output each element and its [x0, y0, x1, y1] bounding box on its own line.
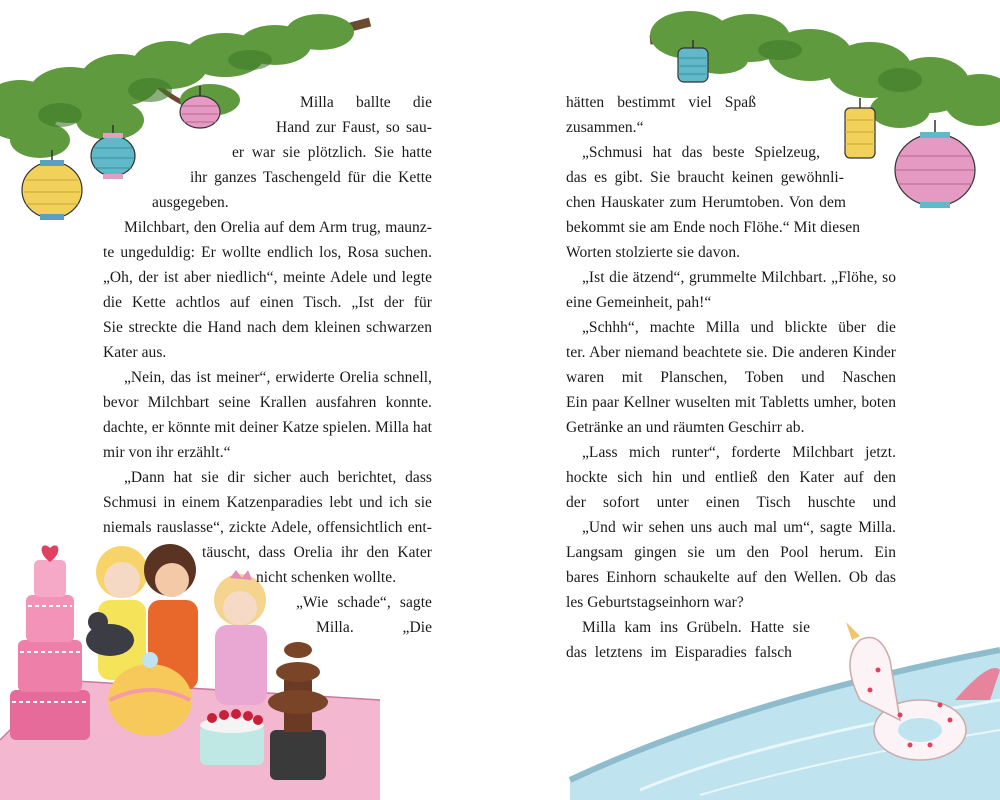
text-line: ausgegeben.: [152, 194, 229, 211]
text-line: „Ist die ätzend“, grummelte Milchbart. „Flöhe, so: [582, 269, 896, 286]
text-line: te ungeduldig: Er wollte endlich los, Rosa suchen.: [103, 244, 432, 261]
text-line: Kater aus.: [103, 344, 167, 361]
text-line: „Lass mich runter“, forderte Milchbart jetzt.: [582, 444, 896, 461]
text-line: die Kette achtlos auf einen Tisch. „Ist der für: [103, 294, 432, 311]
text-line: „Dann hat sie dir sicher auch berichtet, dass: [124, 469, 432, 486]
text-line: hätten bestimmt viel Spaß: [566, 94, 756, 111]
text-line: hockte sich hin und entließ den Kater auf den: [566, 469, 896, 486]
text-line: Hand zur Faust, so sau-: [276, 119, 432, 136]
text-line: Milla kam ins Grübeln. Hatte sie: [582, 619, 810, 636]
text-line: Langsam gingen sie um den Pool herum. Ein: [566, 544, 896, 561]
text-line: ter. Aber niemand beachtete sie. Die anderen Kinder: [566, 344, 896, 361]
text-line: dachte, er könnte mit deiner Katze spielen. Milla hat: [103, 419, 432, 436]
text-line: chen Hauskater zum Herumtoben. Von dem: [566, 194, 846, 211]
text-line: mir von ihr erzählt.“: [103, 444, 231, 461]
text-line: Schmusi in einem Katzenparadies lebt und ich sie: [103, 494, 432, 511]
text-line: ihr ganzes Taschengeld für die Kette: [190, 169, 432, 186]
text-line: bevor Milchbart seine Krallen ausfahren konnte.: [103, 394, 432, 411]
text-line: Ein paar Kellner wuselten mit Tabletts umher, boten: [566, 394, 896, 411]
text-line: bares Einhorn schaukelte auf den Wellen. Ob das: [566, 569, 896, 586]
text-line: „Oh, der ist aber niedlich“, meinte Adele und legte: [103, 269, 432, 286]
text-line: les Geburtstagseinhorn war?: [566, 594, 744, 611]
text-line: Worten stolzierte sie davon.: [566, 244, 741, 261]
text-line: waren mit Planschen, Toben und Naschen: [566, 369, 896, 386]
text-line: Milla. „Die: [316, 619, 432, 636]
text-line: der sofort unter einen Tisch huschte und: [566, 494, 896, 511]
text-line: er war sie plötzlich. Sie hatte: [232, 144, 432, 161]
text-line: „Nein, das ist meiner“, erwiderte Orelia schnell,: [124, 369, 432, 386]
text-line: „Schmusi hat das beste Spielzeug,: [582, 144, 820, 161]
text-line: „Wie schade“, sagte: [296, 594, 432, 611]
right-page: [500, 0, 1000, 800]
text-line: täuscht, dass Orelia ihr den Kater: [202, 544, 432, 561]
text-line: eine Gemeinheit, pah!“: [566, 294, 712, 311]
text-line: „Und wir sehen uns auch mal um“, sagte Milla.: [582, 519, 896, 536]
text-line: nicht schenken wollte.: [256, 569, 397, 586]
text-line: niemals rauslasse“, zickte Adele, offensichtlich ent-: [103, 519, 432, 536]
text-line: Sie streckte die Hand nach dem kleinen schwarzen: [103, 319, 432, 336]
text-line: bekommt sie am Ende noch Flöhe.“ Mit diesen: [566, 219, 860, 236]
text-line: Milchbart, den Orelia auf dem Arm trug, maunz-: [124, 219, 432, 236]
text-line: Getränke an und räumten Geschirr ab.: [566, 419, 805, 436]
text-line: „Schhh“, machte Milla und blickte über die: [582, 319, 896, 336]
text-line: zusammen.“: [566, 119, 644, 136]
text-line: das letztens im Eisparadies falsch: [566, 644, 792, 661]
text-line: das es gibt. Sie braucht keinen gewöhnli-: [566, 169, 844, 186]
text-line: Milla ballte die: [300, 94, 432, 111]
